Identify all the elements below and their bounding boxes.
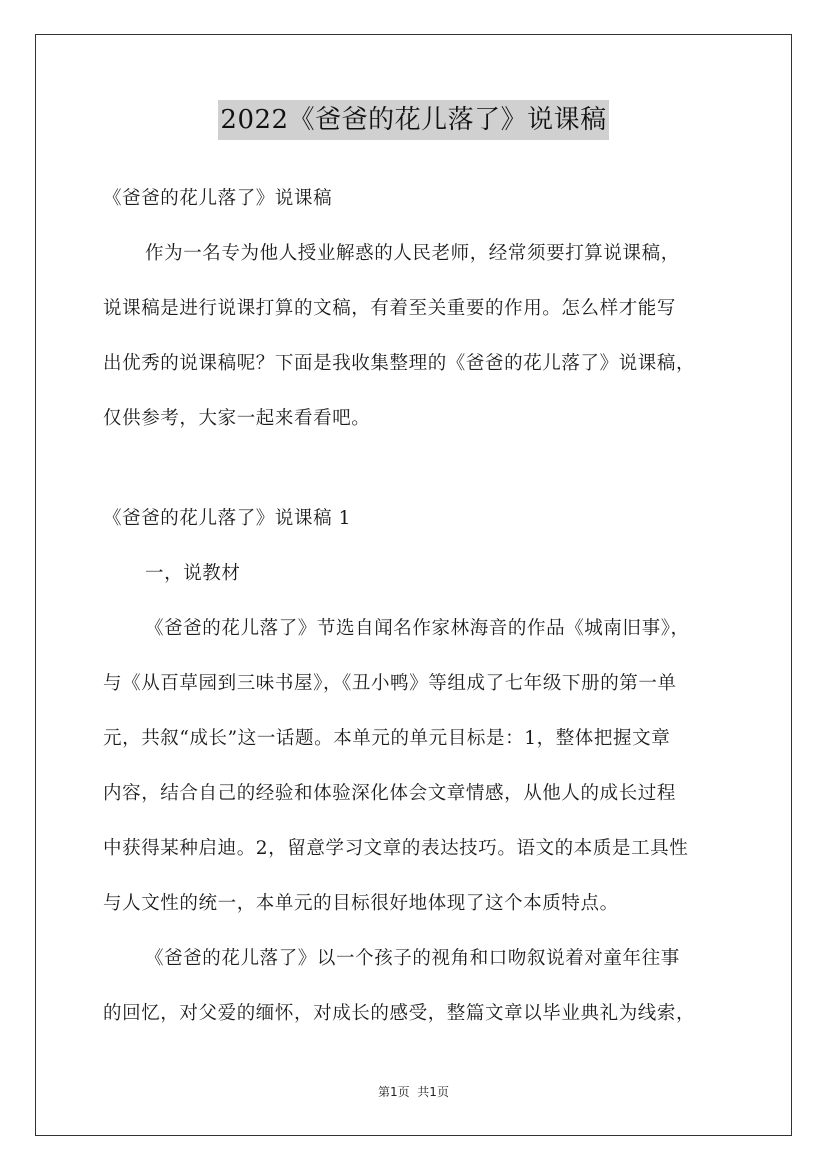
paragraph1-line: 内容，结合自己的经验和体验深化体会文章情感，从他人的成长过程 — [103, 783, 677, 804]
paragraph1-line: 《爸爸的花儿落了》节选自闻名作家林海音的作品《城南旧事》， — [145, 618, 690, 639]
page-footer — [0, 1083, 827, 1100]
document-title: 2022《爸爸的花儿落了》说课稿 — [218, 100, 608, 140]
section-heading: 《爸爸的花儿落了》说课稿 1 — [103, 508, 352, 529]
title-container — [0, 100, 827, 140]
intro-line: 说课稿是进行说课打算的文稿，有着至关重要的作用。怎么样才能写 — [103, 298, 677, 319]
intro-line: 作为一名专为他人授业解惑的人民老师，经常须要打算说课稿， — [145, 243, 680, 264]
paragraph1-line: 元，共叙“成长”这一话题。本单元的单元目标是：1，整体把握文章 — [103, 728, 671, 749]
section-spacer — [103, 446, 731, 491]
page-number: 第1页 共1页 — [378, 1085, 449, 1099]
paragraph2-line: 的回忆，对父爱的缅怀，对成长的感受，整篇文章以毕业典礼为线索， — [103, 1003, 696, 1024]
subsection-heading: 一，说教材 — [145, 563, 241, 584]
paragraph1-line: 中获得某种启迪。2，留意学习文章的表达技巧。语文的本质是工具性 — [103, 838, 689, 859]
document-body — [103, 171, 731, 1041]
intro-line: 仅供参考，大家一起来看看吧。 — [103, 408, 371, 429]
intro-heading: 《爸爸的花儿落了》说课稿 — [103, 188, 333, 209]
intro-line: 出优秀的说课稿呢？下面是我收集整理的《爸爸的花儿落了》说课稿， — [103, 353, 696, 374]
paragraph1-line: 与人文性的统一，本单元的目标很好地体现了这个本质特点。 — [103, 893, 619, 914]
paragraph1-line: 与《从百草园到三味书屋》，《丑小鸭》等组成了七年级下册的第一单 — [103, 673, 677, 694]
paragraph2-line: 《爸爸的花儿落了》以一个孩子的视角和口吻叙说着对童年往事 — [145, 948, 680, 969]
